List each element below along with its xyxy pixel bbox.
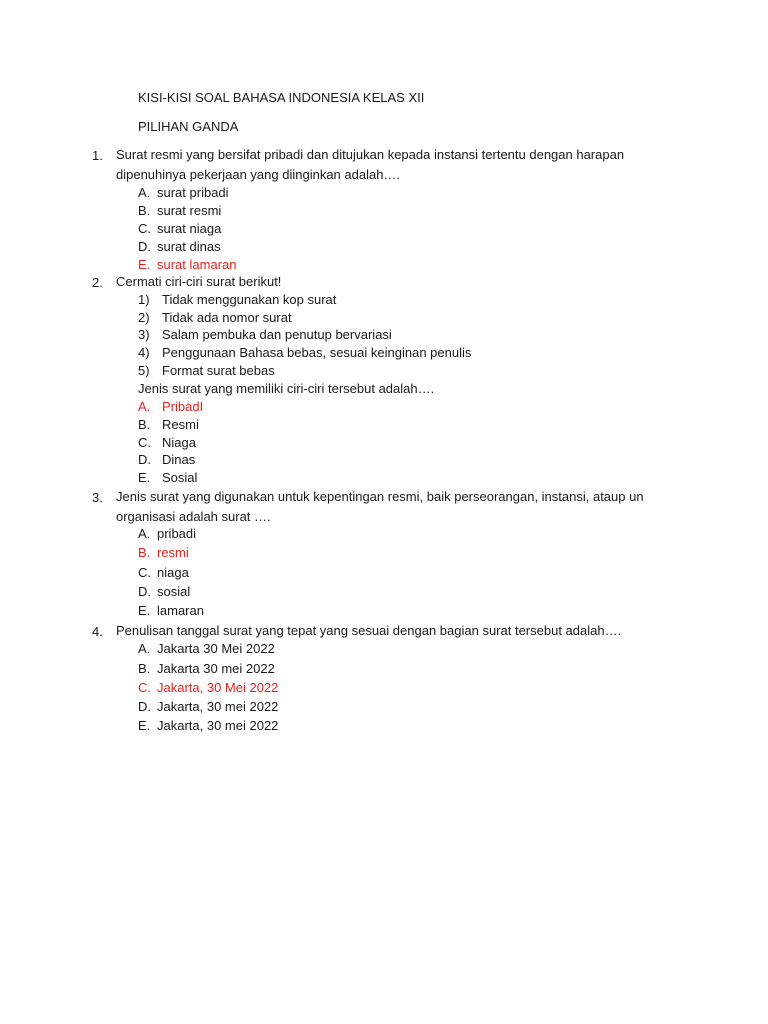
option-text: Jakarta, 30 mei 2022	[157, 699, 279, 714]
criteria-text: Tidak menggunakan kop surat	[162, 292, 337, 307]
option-text: Jakarta, 30 Mei 2022	[157, 680, 279, 695]
option-letter: D.	[138, 452, 151, 467]
option-text: niaga	[157, 565, 189, 580]
option-letter: E.	[138, 718, 151, 733]
option-letter: C.	[138, 565, 151, 580]
option-text: Niaga	[162, 435, 196, 450]
option-letter: A.	[138, 185, 151, 200]
option-text: resmi	[157, 545, 189, 560]
criteria-text: Penggunaan Bahasa bebas, sesuai keinginan penulis	[162, 345, 472, 360]
question-number: 4.	[92, 624, 103, 639]
criteria-text: Salam pembuka dan penutup bervariasi	[162, 327, 392, 342]
question-number: 3.	[92, 490, 103, 505]
option-text: Dinas	[162, 452, 196, 467]
option-text: surat dinas	[157, 239, 221, 254]
question-text: Penulisan tanggal surat yang tepat yang sesuai dengan bagian surat tersebut adalah….	[116, 623, 622, 638]
document-title: KISI-KISI SOAL BAHASA INDONESIA KELAS XII	[138, 90, 425, 105]
question-text: Cermati ciri-ciri surat berikut!	[116, 274, 282, 289]
criteria-number: 5)	[138, 363, 150, 378]
option-letter: B.	[138, 417, 151, 432]
option-text: Jakarta 30 mei 2022	[157, 661, 275, 676]
prompt-text: Jenis surat yang memiliki ciri-ciri tersebut adalah….	[138, 381, 435, 396]
section-title: PILIHAN GANDA	[138, 119, 239, 134]
option-text: Sosial	[162, 470, 198, 485]
option-letter: B.	[138, 661, 151, 676]
option-text: surat resmi	[157, 203, 222, 218]
option-letter: B.	[138, 203, 151, 218]
question-number: 2.	[92, 275, 103, 290]
option-letter: D.	[138, 584, 151, 599]
criteria-number: 1)	[138, 292, 150, 307]
option-text: surat pribadi	[157, 185, 229, 200]
option-letter: C.	[138, 680, 151, 695]
option-text: surat lamaran	[157, 257, 237, 272]
option-letter: E.	[138, 257, 151, 272]
criteria-number: 2)	[138, 310, 150, 325]
criteria-number: 3)	[138, 327, 150, 342]
option-text: surat niaga	[157, 221, 222, 236]
option-text: pribadi	[157, 526, 197, 541]
option-letter: E.	[138, 470, 151, 485]
criteria-number: 4)	[138, 345, 150, 360]
option-letter: D.	[138, 699, 151, 714]
option-letter: A.	[138, 526, 151, 541]
option-text: PribadI	[162, 399, 204, 414]
option-text: sosial	[157, 584, 191, 599]
option-letter: B.	[138, 545, 151, 560]
option-letter: A.	[138, 399, 151, 414]
option-text: Resmi	[162, 417, 199, 432]
option-letter: E.	[138, 603, 151, 618]
question-text: Jenis surat yang digunakan untuk kepentingan resmi, baik perseorangan, instansi, ataup un organisasi adalah surat ….	[116, 489, 644, 524]
criteria-text: Tidak ada nomor surat	[162, 310, 292, 325]
question-number: 1.	[92, 148, 103, 163]
option-letter: D.	[138, 239, 151, 254]
option-text: Jakarta 30 Mei 2022	[157, 641, 275, 656]
option-letter: A.	[138, 641, 151, 656]
option-text: lamaran	[157, 603, 204, 618]
option-text: Jakarta, 30 mei 2022	[157, 718, 279, 733]
question-text: Surat resmi yang bersifat pribadi dan ditujukan kepada instansi tertentu dengan harapan dipenuhinya pekerjaan yang diinginkan adalah….	[116, 147, 625, 182]
option-letter: C.	[138, 435, 151, 450]
criteria-text: Format surat bebas	[162, 363, 275, 378]
option-letter: C.	[138, 221, 151, 236]
